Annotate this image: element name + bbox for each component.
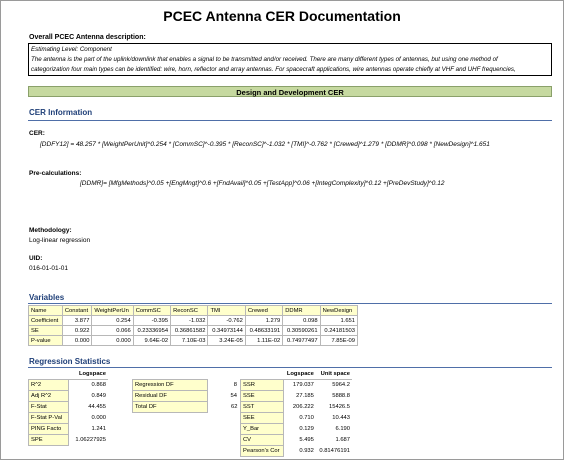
table-cell: 0.000 bbox=[91, 415, 106, 421]
table-cell: -0.762 bbox=[208, 316, 245, 326]
table-cell: 0.066 bbox=[92, 326, 133, 336]
table-cell: 1.06227925 bbox=[75, 437, 106, 443]
column-header: CommSC bbox=[133, 306, 170, 316]
row-label: CV bbox=[241, 435, 284, 446]
table-cell: 7.85E-09 bbox=[320, 336, 357, 346]
table-cell: 0.868 bbox=[91, 382, 106, 389]
table-row bbox=[29, 326, 358, 336]
table-cell: 1.651 bbox=[320, 316, 357, 326]
table-cell: 0.098 bbox=[283, 316, 320, 326]
column-header: Constant bbox=[62, 306, 92, 316]
cer-info-heading: CER Information bbox=[29, 108, 93, 117]
variables-table bbox=[28, 305, 358, 346]
table-cell: 10.443 bbox=[332, 415, 350, 421]
methodology-value: Log-linear regression bbox=[29, 237, 91, 244]
table-header-row bbox=[29, 306, 358, 316]
row-label: SE bbox=[29, 326, 63, 336]
row-label: Residual DF bbox=[133, 391, 208, 402]
row-label: Total DF bbox=[133, 402, 208, 413]
regression-right-table bbox=[240, 369, 352, 457]
table-cell: 0.932 bbox=[299, 448, 314, 454]
table-row bbox=[29, 424, 109, 435]
row-label: F-Stat P-Val bbox=[29, 413, 69, 424]
table-row bbox=[241, 402, 353, 413]
table-cell: 0.129 bbox=[299, 426, 314, 432]
uid-label: UID: bbox=[29, 255, 43, 262]
description-label: Overall PCEC Antenna description: bbox=[29, 34, 146, 41]
table-cell: 0.36861582 bbox=[171, 326, 208, 336]
table-cell: 27.185 bbox=[296, 393, 314, 399]
section-band: Design and Development CER bbox=[28, 86, 552, 97]
table-cell: 0.81476191 bbox=[319, 448, 350, 454]
table-row bbox=[29, 380, 109, 391]
table-cell: 8 bbox=[233, 382, 237, 388]
column-header: WeightPerUn bbox=[92, 306, 133, 316]
table-cell: 0.000 bbox=[92, 336, 133, 346]
table-cell: 1.279 bbox=[245, 316, 282, 326]
description-box bbox=[28, 43, 552, 76]
table-cell: 3.24E-05 bbox=[208, 336, 245, 346]
table-row bbox=[241, 424, 353, 435]
table-cell: 3.877 bbox=[62, 316, 92, 326]
table-cell: 44.455 bbox=[88, 404, 106, 410]
column-header: Crewed bbox=[245, 306, 282, 316]
table-row bbox=[133, 380, 240, 391]
table-cell: 0.34973144 bbox=[208, 326, 245, 336]
uid-value: 016-01-01-01 bbox=[29, 265, 69, 272]
table-cell: -0.395 bbox=[133, 316, 170, 326]
table-row bbox=[133, 402, 240, 413]
regression-heading: Regression Statistics bbox=[29, 357, 111, 366]
table-cell: 5.495 bbox=[299, 437, 314, 443]
table-cell: 0.922 bbox=[62, 326, 92, 336]
table-row bbox=[29, 413, 109, 424]
regression-left-table bbox=[28, 369, 108, 446]
table-cell: 5888.8 bbox=[332, 393, 350, 399]
row-label: Coefficient bbox=[29, 316, 63, 326]
table-row bbox=[241, 391, 353, 402]
row-label: SPE bbox=[29, 435, 69, 446]
methodology-label: Methodology: bbox=[29, 227, 72, 234]
column-header: Name bbox=[29, 306, 63, 316]
row-label: SSR bbox=[241, 380, 284, 391]
table-row bbox=[241, 413, 353, 424]
table-cell: 15426.5 bbox=[329, 404, 350, 410]
column-header: Logspace bbox=[69, 369, 108, 380]
column-header: Unit space bbox=[316, 369, 352, 380]
description-line: Estimating Level: Component bbox=[31, 46, 112, 53]
table-cell: 54 bbox=[230, 393, 237, 399]
row-label: Adj R^2 bbox=[29, 391, 69, 402]
column-header: NewDesign bbox=[320, 306, 357, 316]
table-cell: 5964.2 bbox=[332, 382, 350, 389]
row-label: PING Facto bbox=[29, 424, 69, 435]
row-label: Regression DF bbox=[133, 380, 208, 391]
table-cell: 179.037 bbox=[292, 382, 314, 389]
table-cell: 62 bbox=[231, 404, 238, 410]
table-cell: 6.190 bbox=[335, 426, 350, 432]
row-label: SEE bbox=[241, 413, 284, 424]
table-cell: 9.64E-02 bbox=[133, 336, 170, 346]
table-cell: 1.11E-02 bbox=[245, 336, 282, 346]
column-header: Logspace bbox=[284, 369, 316, 380]
table-cell: 0.48633191 bbox=[245, 326, 282, 336]
row-label: SST bbox=[241, 402, 284, 413]
table-cell: 206.222 bbox=[292, 404, 314, 410]
regression-df-table bbox=[132, 379, 240, 413]
table-row bbox=[241, 446, 353, 457]
table-cell: 0.710 bbox=[299, 415, 314, 421]
section-divider bbox=[28, 120, 552, 121]
table-row bbox=[29, 435, 109, 446]
table-row bbox=[29, 391, 109, 402]
cer-label: CER: bbox=[29, 130, 45, 137]
description-line: The antenna is the part of the uplink/downlink that enables a signal to be transmitted and/or received. There are many different types of antennas, but using one method of bbox=[31, 56, 498, 63]
section-divider bbox=[28, 367, 552, 368]
table-row bbox=[29, 336, 358, 346]
column-header: DDMR bbox=[283, 306, 320, 316]
table-cell: -1.032 bbox=[171, 316, 208, 326]
table-cell: 0.74977497 bbox=[283, 336, 320, 346]
table-row bbox=[241, 380, 353, 391]
table-cell: 7.10E-03 bbox=[171, 336, 208, 346]
table-row bbox=[29, 402, 109, 413]
table-row bbox=[133, 391, 240, 402]
table-row bbox=[241, 435, 353, 446]
page-title: PCEC Antenna CER Documentation bbox=[163, 8, 401, 24]
table-cell: 1.687 bbox=[335, 437, 350, 443]
description-line: categorization four main types can be identified: wire, horn, reflector and array antennas. For spacecraft applications, wire antennas operate chiefly at VHF and UHF frequencies, bbox=[31, 66, 516, 73]
precalc-formula: [DDMR]= [MfgMethods]^0.05 +[EngMngt]^0.6 +[FndAvail]^0.05 +[TestApp]^0.06 +[IntegComplexity]^0.12 +[PreDevStudy]^0.12 bbox=[80, 180, 445, 187]
table-cell: 1.241 bbox=[91, 426, 106, 432]
row-label: F-Stat bbox=[29, 402, 69, 413]
precalc-label: Pre-calculations: bbox=[29, 170, 82, 177]
section-divider bbox=[28, 303, 552, 304]
row-label: Y_Bar bbox=[241, 424, 284, 435]
table-cell: 0.000 bbox=[62, 336, 92, 346]
column-header: ReconSC bbox=[171, 306, 208, 316]
table-row bbox=[29, 316, 358, 326]
table-cell: 0.23336954 bbox=[133, 326, 170, 336]
row-label: P-value bbox=[29, 336, 63, 346]
table-cell: 0.254 bbox=[92, 316, 133, 326]
cer-formula: [DDFY12] = 48.257 * [WeightPerUnit]^0.254 * [CommSC]^-0.395 * [ReconSC]^-1.032 * [TMI]^-0.762 * [Crewed]^1.279 * [DDMR]^0.098 * [NewDesign]^1.651 bbox=[40, 141, 490, 148]
table-cell: 0.849 bbox=[91, 393, 106, 399]
table-cell: 0.30590261 bbox=[283, 326, 320, 336]
column-header: TMI bbox=[208, 306, 245, 316]
table-cell: 0.24181503 bbox=[320, 326, 357, 336]
row-label: R^2 bbox=[29, 380, 69, 391]
variables-heading: Variables bbox=[29, 293, 65, 302]
row-label: Pearson's Cor bbox=[241, 446, 284, 457]
row-label: SSE bbox=[241, 391, 284, 402]
